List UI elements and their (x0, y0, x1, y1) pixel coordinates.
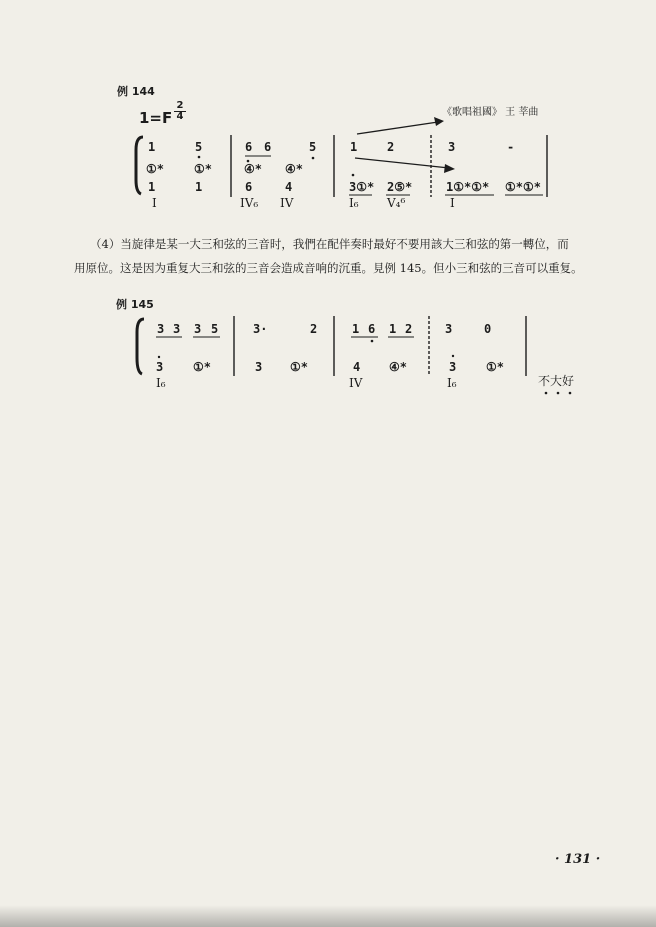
melody-note: 3 (448, 140, 456, 154)
octave-dot (371, 340, 374, 343)
bass-note: 1 (195, 180, 203, 194)
octave-dot (452, 355, 454, 357)
page-number: · 131 · (555, 852, 601, 867)
harmony-note: ④* (285, 162, 303, 176)
chord-symbol: IV (280, 196, 294, 210)
melody-note: 6 (368, 322, 376, 336)
song-credit: 《歌唱祖國》 王 莘曲 (442, 107, 539, 118)
chord-symbol: I₆ (156, 376, 166, 390)
harmony-note: ①* (486, 360, 504, 374)
melody-note: 3 (157, 322, 165, 336)
melody-note: 5 (195, 140, 203, 154)
harmony-note: 1①*①* (446, 180, 490, 194)
chord-symbol: I₆ (349, 196, 359, 210)
time-signature-denominator: 4 (174, 111, 186, 122)
harmony-note: 3 (156, 360, 164, 374)
melody-note: 3 (173, 322, 181, 336)
melody-note: 3 (445, 322, 453, 336)
octave-dot (158, 356, 160, 358)
melody-note: 5 (211, 322, 219, 336)
harmony-note: ④* (389, 360, 407, 374)
emphasis-dot (569, 392, 572, 395)
melody-note: 3 (194, 322, 202, 336)
chord-symbol: I (152, 196, 157, 210)
harmony-note: ①*①* (505, 180, 541, 194)
melody-note: 2 (387, 140, 395, 154)
bass-note: 6 (245, 180, 253, 194)
harmony-note: 4 (353, 360, 361, 374)
melody-note: 2 (310, 322, 318, 336)
time-signature-numerator: 2 (176, 100, 184, 111)
melody-note: 1 (148, 140, 156, 154)
harmony-note: 3 (449, 360, 457, 374)
chord-symbol: V₄⁶ (387, 196, 406, 210)
melody-note: 1 (350, 140, 358, 154)
scan-edge-shadow (0, 905, 656, 927)
chord-symbol: I₆ (447, 376, 457, 390)
melody-dash: - (507, 140, 515, 154)
example-145-label: 例 145 (116, 298, 154, 311)
melody-note: 1 (352, 322, 360, 336)
melody-note: 3· (253, 322, 268, 336)
example-144-label: 例 144 (117, 85, 155, 98)
evaluation-remark: 不大好 (538, 374, 575, 388)
melody-note: 1 (389, 322, 397, 336)
body-text-line: 用原位。这是因为重复大三和弦的三音会造成音响的沉重。見例 145。但小三和弦的三音可以重复。 (74, 261, 583, 275)
harmony-note: 2⑤* (387, 180, 413, 194)
emphasis-dot (557, 392, 560, 395)
harmony-note: ④* (244, 162, 262, 176)
harmony-note: 3 (255, 360, 263, 374)
chord-symbol: I (450, 196, 455, 210)
staff-brace (137, 319, 144, 374)
emphasis-dot (545, 392, 548, 395)
melody-note: 0 (484, 322, 492, 336)
harmony-note: ①* (146, 162, 164, 176)
key-signature: 1=F (139, 109, 173, 127)
chord-symbol: IV₆ (240, 196, 259, 210)
melody-note: 6 (245, 140, 253, 154)
harmony-note: ①* (290, 360, 308, 374)
body-text-line: （4）当旋律是某一大三和弦的三音时，我們在配伴奏时最好不要用該大三和弦的第一轉位，而 (90, 237, 569, 251)
bass-note: 1 (148, 180, 156, 194)
bass-note: 4 (285, 180, 293, 194)
harmony-note: ①* (193, 360, 211, 374)
harmony-note: ①* (194, 162, 212, 176)
melody-note: 2 (405, 322, 413, 336)
melody-note: 5 (309, 140, 317, 154)
chord-symbol: IV (349, 376, 363, 390)
melody-note: 6 (264, 140, 272, 154)
harmony-note: 3①* (349, 180, 375, 194)
